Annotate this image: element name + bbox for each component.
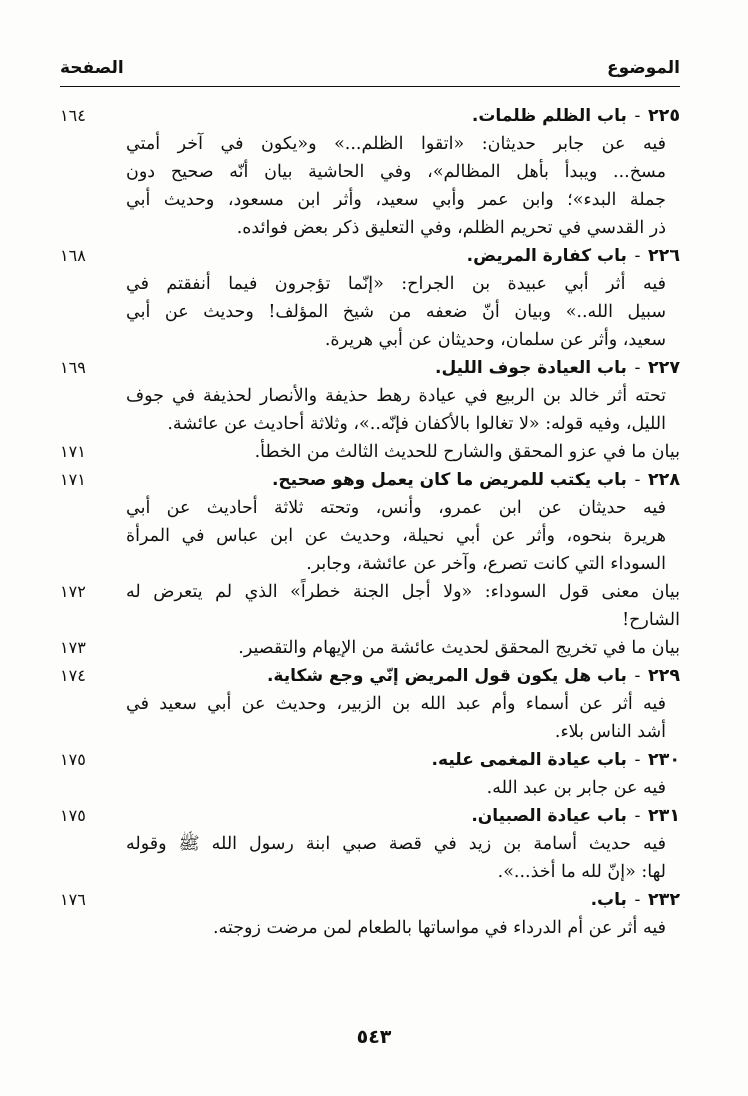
entry-page: ١٧٤ — [60, 666, 86, 685]
entry-number: ٢٢٥ — [647, 106, 680, 126]
entry-number: ٢٣٠ — [647, 750, 680, 770]
entry-title: باب عيادة المغمى عليه. — [431, 750, 627, 770]
entry-description — [60, 774, 680, 802]
index-entry — [60, 242, 680, 354]
entry-note — [60, 634, 680, 662]
entry-title: باب. — [590, 890, 627, 910]
description-line: فيه حديث أسامة بن زيد في قصة صبي ابنة رسول الله ﷺ وقوله — [126, 834, 666, 854]
page-column-label: الصفحة — [60, 58, 124, 78]
entry-dash: - — [628, 246, 646, 266]
entry-title: باب العيادة جوف الليل. — [435, 358, 627, 378]
entry-number: ٢٢٧ — [647, 358, 680, 378]
entry-heading — [60, 662, 680, 690]
page-number: ٥٤٣ — [356, 1026, 392, 1048]
entry-title: باب كفارة المريض. — [466, 246, 627, 266]
note-text: بيان معنى قول السوداء: «ولا أجل الجنة خطراً» الذي لم يتعرض له — [126, 582, 680, 602]
index-entry — [60, 802, 680, 886]
entry-description — [60, 690, 680, 746]
index-entry — [60, 886, 680, 942]
entry-number: ٢٢٩ — [647, 666, 680, 686]
entry-description — [60, 270, 680, 354]
entry-dash: - — [628, 666, 646, 686]
entry-heading — [60, 466, 680, 494]
entry-title: باب الظلم ظلمات. — [471, 106, 627, 126]
index-entry — [60, 102, 680, 242]
entry-heading — [60, 886, 680, 914]
entry-description — [60, 130, 680, 242]
entry-description — [60, 830, 680, 886]
description-line: جملة البدء»؛ وابن عمر وأبي سعيد، وأثر ابن مسعود، وحديث أبي — [126, 190, 666, 210]
entry-note — [60, 578, 680, 634]
entry-note — [60, 438, 680, 466]
entry-heading — [60, 242, 680, 270]
entry-heading — [60, 102, 680, 130]
entry-dash: - — [628, 470, 646, 490]
note-text: بيان ما في عزو المحقق والشارح للحديث الثالث من الخطأ. — [254, 442, 680, 462]
entry-dash: - — [628, 890, 646, 910]
note-page: ١٧١ — [60, 442, 86, 461]
entry-page: ١٧٦ — [60, 890, 86, 909]
description-line: لها: «إنّ لله ما أخذ...». — [497, 862, 666, 882]
index-entry — [60, 354, 680, 466]
description-line: الليل، وفيه قوله: «لا تغالوا بالأكفان فإنّه..»، وثلاثة أحاديث عن عائشة. — [167, 414, 666, 434]
index-entry — [60, 662, 680, 746]
index-entry — [60, 746, 680, 802]
index-header — [60, 58, 680, 78]
description-line: فيه أثر أبي عبيدة بن الجراح: «إنّما تؤجرون فيما أنفقتم في — [126, 274, 666, 294]
description-line: هريرة بنحوه، وأثر عن أبي نحيلة، وحديث عن ابن عباس في المرأة — [126, 526, 666, 546]
entry-dash: - — [628, 750, 646, 770]
entry-title: باب عيادة الصبيان. — [471, 806, 627, 826]
note-line — [60, 438, 680, 466]
entry-heading — [60, 746, 680, 774]
entry-number: ٢٣٢ — [647, 890, 680, 910]
description-line: فيه أثر عن أسماء وأم عبد الله بن الزبير، وحديث عن أبي سعيد في — [126, 694, 666, 714]
entry-page: ١٧٥ — [60, 806, 86, 825]
description-line: أشد الناس بلاء. — [554, 722, 666, 742]
entry-number: ٢٢٨ — [647, 470, 680, 490]
entry-dash: - — [628, 106, 646, 126]
description-line: مسخ... ويبدأ بأهل المظالم»، وفي الحاشية بيان أنّه صحيح دون — [126, 162, 666, 182]
index-entry — [60, 466, 680, 662]
entry-description — [60, 914, 680, 942]
note-page: ١٧٣ — [60, 638, 86, 657]
entry-page: ١٦٨ — [60, 246, 86, 265]
description-line: السوداء التي كانت تصرع، وآخر عن عائشة، وجابر. — [306, 554, 666, 574]
entry-dash: - — [628, 358, 646, 378]
entry-heading — [60, 802, 680, 830]
note-line — [60, 578, 680, 606]
entry-page: ١٧١ — [60, 470, 86, 489]
description-line: فيه عن جابر بن عبد الله. — [486, 778, 666, 798]
entry-description — [60, 494, 680, 578]
topic-column-label: الموضوع — [607, 58, 680, 78]
description-line: سعيد، وأثر عن سلمان، وحديثان عن أبي هريرة. — [324, 330, 666, 350]
entry-page: ١٦٩ — [60, 358, 86, 377]
entry-dash: - — [628, 806, 646, 826]
description-line: فيه حديثان عن ابن عمرو، وأنس، وتحته ثلاثة أحاديث عن أبي — [126, 498, 666, 518]
note-text: بيان ما في تخريج المحقق لحديث عائشة من الإيهام والتقصير. — [238, 638, 680, 658]
entry-number: ٢٣١ — [647, 806, 680, 826]
entry-number: ٢٢٦ — [647, 246, 680, 266]
description-line: فيه عن جابر حديثان: «اتقوا الظلم...» و«يكون في آخر أمتي — [126, 134, 666, 154]
note-page: ١٧٢ — [60, 582, 86, 601]
entry-title: باب هل يكون قول المريض إنّي وجع شكاية. — [266, 666, 627, 686]
description-line: فيه أثر عن أم الدرداء في مواساتها بالطعام لمن مرضت زوجته. — [212, 918, 666, 938]
description-line: تحته أثر خالد بن الربيع في عيادة رهط حذيفة والأنصار لحذيفة في جوف — [126, 386, 666, 406]
entry-page: ١٦٤ — [60, 106, 86, 125]
entry-title: باب يكتب للمريض ما كان يعمل وهو صحيح. — [271, 470, 627, 490]
header-rule — [60, 86, 680, 87]
entry-page: ١٧٥ — [60, 750, 86, 769]
description-line: سبيل الله..» وبيان أنّ ضعفه من شيخ المؤلف! وحديث عن أبي — [126, 302, 666, 322]
entry-description — [60, 382, 680, 438]
index-entries — [60, 102, 680, 942]
note-line — [60, 634, 680, 662]
note-continuation: الشارح! — [622, 610, 680, 630]
description-line: ذر القدسي في تحريم الظلم، وفي التعليق ذكر بعض فوائده. — [236, 218, 666, 238]
entry-heading — [60, 354, 680, 382]
